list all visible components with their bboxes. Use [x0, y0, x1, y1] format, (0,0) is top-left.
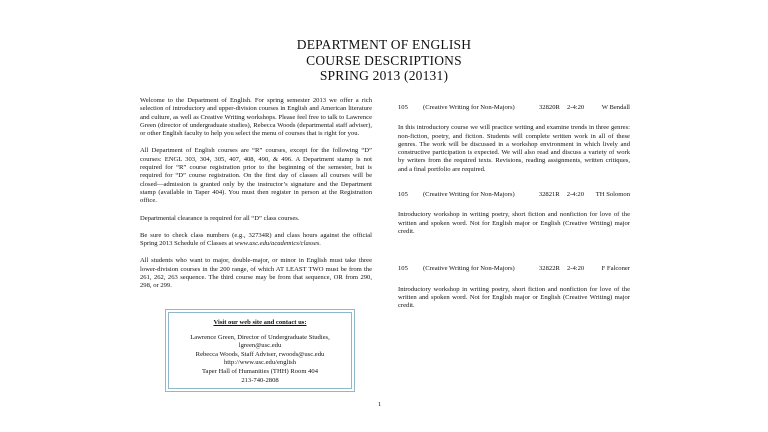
- course-name: (Creative Writing for Non-Majors): [422, 191, 515, 199]
- contact-website[interactable]: http://www.usc.edu/english: [223, 359, 297, 367]
- course-time: 2-4:20: [567, 265, 585, 273]
- contact-heading: Visit our web site and contact us:: [213, 319, 307, 326]
- course-types-paragraph: All Department of English courses are “R” courses, except for the following “D” courses: ENGL 303, 304, 305, 407, 408, 490, & 496. A Department stamp is not required for “R” course registration prior to the beginning of the semester, but is required for “D” course registration. On the first day of classes all courses will be closed—admission is granted only by the instructor’s signature and the Department stamp (available in Taper 404). You must then register in person at the Registration office.: [140, 147, 372, 205]
- document-title: [0, 37, 768, 84]
- courses-column: [398, 97, 630, 327]
- course-description: Introductory workshop in writing poetry, short fiction and nonfiction for love of the written and spoken word. Not for English major or English (Creative Writing) major credit.: [398, 285, 630, 310]
- course-time: 2-4:20: [567, 104, 585, 111]
- clearance-paragraph: Departmental clearance is required for all “D” class courses.: [140, 214, 300, 222]
- course-number: 105: [398, 265, 408, 273]
- course-entry: [398, 191, 630, 236]
- schedule-link[interactable]: www.usc.edu/academics/classes.: [234, 240, 322, 248]
- course-number: 105: [398, 104, 408, 111]
- course-entry: [398, 104, 630, 174]
- department-heading: DEPARTMENT OF ENGLISH: [296, 37, 472, 52]
- contact-phone: 213-740-2808: [241, 376, 279, 384]
- major-requirements-paragraph: All students who want to major, double-major, or minor in English must take three lower-division courses in the 200 range, of which AT LEAST TWO must be from the 261, 262, 263 sequence. The third course may be from that sequence, OR from 290, 298, or 299.: [140, 257, 372, 290]
- course-time: 2-4:20: [566, 191, 584, 199]
- course-instructor: W Bendall: [601, 104, 630, 111]
- contact-box-inner: [168, 312, 352, 389]
- course-header: [398, 104, 630, 112]
- class-number: 32820R: [539, 104, 560, 111]
- class-number: 32821R: [538, 191, 560, 199]
- course-header: [398, 191, 630, 199]
- course-entry: [398, 265, 630, 310]
- class-numbers-text: Be sure to check class numbers (e.g., 32734R) and class hours against the official Spring 2013 Schedule of Classes at: [140, 231, 372, 248]
- class-number: 32822R: [539, 265, 560, 273]
- page-number: 1: [378, 401, 382, 408]
- course-description: Introductory workshop in writing poetry, short fiction and nonfiction for love of the written and spoken word. Not for English major or English (Creative Writing) major credit.: [398, 211, 630, 235]
- course-name: (Creative Writing for Non-Majors): [423, 265, 515, 273]
- course-number: 105: [398, 191, 408, 199]
- contact-box: [165, 309, 355, 392]
- course-description: In this introductory course we will practice writing and examine trends in three genres: non-fiction, poetry, and fiction. Students will complete written work in all of these genres. The work will be discussed in a workshop environment in which lively and constructive participation is expected. We will also read and discuss a variety of work by writers from the required texts. Revisions, reading assignments, written critiques, and a final portfolio are required.: [398, 124, 630, 173]
- contact-adviser[interactable]: Rebecca Woods, Staff Adviser, rwoods@usc.edu: [195, 350, 325, 358]
- semester-heading: SPRING 2013 (20131): [319, 68, 449, 83]
- course-header: [398, 265, 630, 273]
- course-instructor: TH Solomon: [595, 191, 631, 199]
- course-name: (Creative Writing for Non-Majors): [423, 104, 515, 111]
- contact-director: Lawrence Green, Director of Undergraduate Studies,: [190, 333, 330, 341]
- contact-director-email[interactable]: lgreen@usc.edu: [238, 342, 282, 350]
- contact-office: Taper Hall of Humanities (THH) Room 404: [201, 367, 318, 375]
- welcome-paragraph: Welcome to the Department of English. For spring semester 2013 we offer a rich selection of introductory and upper-division courses in English and American literature and culture, as well as Creative Writing workshops. Please feel free to talk to Lawrence Green (director of undergraduate studies), Rebecca Woods (departmental staff adviser), or other English faculty to help you select the menu of courses that is right for you.: [140, 97, 372, 138]
- class-numbers-paragraph: [140, 232, 372, 249]
- course-descriptions-heading: COURSE DESCRIPTIONS: [306, 52, 462, 68]
- intro-column: [140, 97, 372, 300]
- course-instructor: F Falconer: [601, 265, 630, 273]
